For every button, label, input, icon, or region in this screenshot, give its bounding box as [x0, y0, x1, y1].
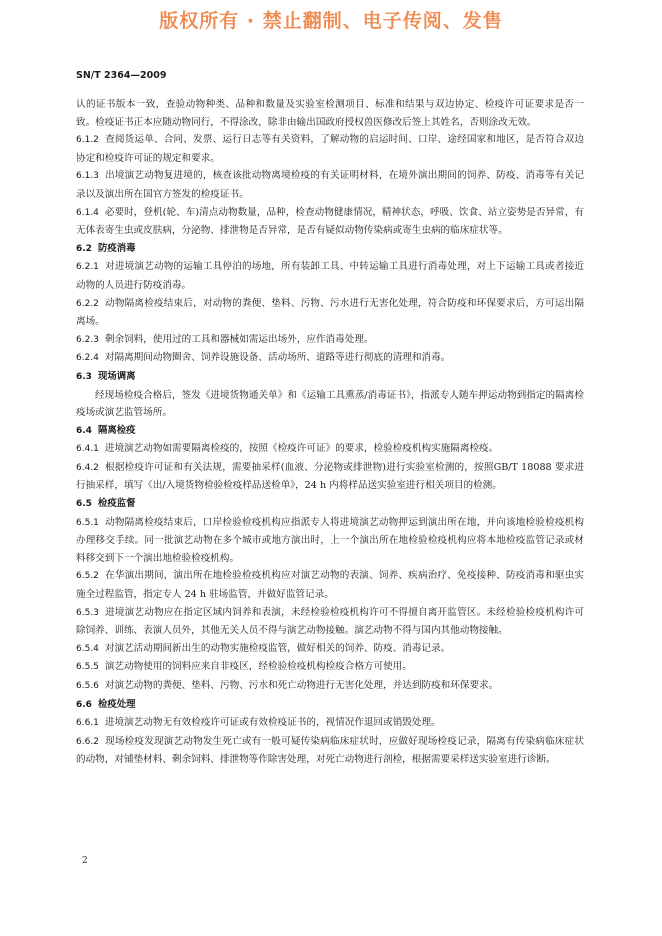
watermark: 版权所有 · 禁止翻制、电子传阅、发售 [159, 10, 503, 32]
clause-text: 演艺动物使用的饲料应来自非疫区，经检验检疫机构检疫合格方可使用。 [104, 661, 412, 673]
clause-number: 6.6 [76, 699, 92, 710]
clause-number: 6.5.4 [76, 643, 99, 654]
paragraph [76, 387, 584, 422]
clause-paragraph [76, 567, 584, 603]
clause-text: 进境演艺动物如需要隔离检疫的，按照《检疫许可证》的要求，检验检疫机构实施隔离检疫。 [104, 443, 499, 455]
paragraph-continuation [76, 96, 584, 131]
clause-text: 隔离检疫 [97, 424, 136, 436]
clause-paragraph [76, 459, 584, 495]
clause-number: 6.3 [76, 371, 92, 382]
section-heading [76, 422, 584, 441]
clause-number: 6.1.2 [76, 135, 99, 146]
clause-text: 动物隔离检疫结束后，对动物的粪便、垫料、污物、污水进行无害化处理，符合防疫和环保要求后，方可运出隔离场。 [76, 297, 584, 328]
clause-text: 认的证书版本一致，查验动物种类、品种和数量及实验室检测项目、标准和结果与双边协定、检疫许可证要求是否一致。检疫证书正本应随动物同行，不得涂改，除非由输出国政府授权兽医修改后签上其姓名，否则涂改无效。 [76, 99, 584, 128]
clause-number: 6.4 [76, 425, 92, 436]
clause-text: 查阅货运单、合同、发票、运行日志等有关资料，了解动物的启运时间、口岸、途经国家和地区，是否符合双边协定和检疫许可证的规定和要求。 [76, 134, 584, 164]
clause-paragraph [76, 349, 584, 368]
clause-text: 剩余饲料，使用过的工具和器械如需运出场外，应作消毒处理。 [104, 333, 374, 345]
clause-number: 6.5.6 [76, 681, 99, 691]
clause-paragraph [76, 733, 584, 769]
clause-paragraph [76, 295, 584, 331]
clause-number: 6.5 [76, 499, 92, 510]
clause-paragraph [76, 514, 584, 568]
page-number: 2 [82, 856, 88, 866]
clause-number: 6.5.1 [76, 517, 99, 528]
clause-text: 防疫消毒 [97, 242, 136, 254]
clause-text: 检疫处理 [97, 698, 136, 710]
clause-number: 6.4.1 [76, 444, 99, 455]
clause-number: 6.6.2 [76, 736, 99, 747]
document-body [76, 96, 584, 769]
clause-paragraph [76, 714, 584, 733]
clause-number: 6.5.2 [76, 571, 99, 582]
clause-number: 6.2.3 [76, 334, 99, 345]
clause-paragraph [76, 677, 584, 696]
clause-text: 进境演艺动物无有效检疫许可证或有效检疫证书的，视情况作退回或销毁处理。 [104, 717, 441, 729]
clause-number: 6.1.4 [76, 207, 99, 218]
clause-text: 动物隔离检疫结束后，口岸检验检疫机构应指派专人将进境演艺动物押运到演出所在地，并向该地检验检疫机构办理移交手续。同一批演艺动物在多个城市或地方演出时，上一个演出所在地检验检疫机构应将本地检疫监管记录或材料移交到下一个演出地检验检疫机构。 [76, 516, 584, 564]
clause-text: 必要时，登机(轮、车)清点动物数量，品种，检查动物健康情况，精神状态，呼吸、饮食、站立姿势是否异常，有无体表寄生虫或皮肤病，分泌物、排泄物是否异常，是否有疑似动物传染病或寄生虫病的临床症状等。 [76, 206, 584, 237]
clause-number: 6.5.3 [76, 607, 99, 618]
clause-paragraph [76, 131, 584, 167]
standard-number: SN/T 2364—2009 [76, 70, 167, 81]
clause-text: 检疫监督 [97, 498, 136, 510]
clause-text: 现场检疫发现演艺动物发生死亡或有一般可疑传染病临床症状时，应做好现场检疫记录，隔离有传染病临床症状的动物，对铺垫材料、剩余饲料、排泄物等作除害处理，对死亡动物进行剖检，根据需要采样送实验室进行诊断。 [76, 735, 584, 766]
clause-number: 6.5.5 [76, 662, 99, 673]
clause-text: 出境演艺动物复进境的，核查该批动物离境检疫的有关证明材料，在境外演出期间的饲养、防疫、消毒等有关记录以及演出所在国官方签发的检疫证书。 [76, 170, 584, 200]
section-heading [76, 368, 584, 387]
section-heading [76, 495, 584, 514]
clause-paragraph [76, 167, 584, 203]
clause-paragraph [76, 258, 584, 294]
clause-text: 根据检疫许可证和有关法规，需要抽采样(血液、分泌物或排泄物)进行实验室检测的，按照GB/T 18088 要求进行抽采样，填写《出/入境货物检验检疫样品送检单》，24 h 内将样品送实验室进行相关项目的检测。 [76, 461, 584, 492]
clause-text: 现场调离 [97, 370, 136, 382]
clause-paragraph [76, 640, 584, 659]
section-heading [76, 696, 584, 715]
clause-number: 6.2.1 [76, 262, 99, 273]
section-heading [76, 240, 584, 259]
clause-paragraph [76, 604, 584, 640]
clause-text: 经现场检疫合格后，签发《进境货物通关单》和《运输工具熏蒸/消毒证书》，指派专人随车押运动物到指定的隔离检疫场或演艺监管场所。 [76, 389, 584, 419]
clause-text: 在华演出期间，演出所在地检验检疫机构应对演艺动物的表演、饲养、疾病治疗、免疫接种、防疫消毒和驱虫实施全过程监管，指定专人 24 h 驻场监管，并做好监管记录。 [76, 570, 584, 601]
clause-text: 对演艺动物的粪便、垫料、污物、污水和死亡动物进行无害化处理，并达到防疫和环保要求。 [104, 680, 499, 691]
clause-number: 6.2.2 [76, 298, 99, 309]
clause-text: 对隔离期间动物圈舍、饲养设施设备、活动场所、道路等进行彻底的清理和消毒。 [104, 352, 451, 364]
clause-paragraph [76, 204, 584, 240]
clause-paragraph [76, 440, 584, 459]
clause-number: 6.2.4 [76, 353, 99, 364]
clause-number: 6.1.3 [76, 171, 99, 182]
clause-number: 6.6.1 [76, 718, 99, 729]
clause-paragraph [76, 658, 584, 677]
clause-text: 对演艺活动期间新出生的动物实施检疫监管，做好相关的饲养、防疫、消毒记录。 [104, 642, 451, 654]
clause-number: 6.4.2 [76, 462, 99, 473]
clause-number: 6.2 [76, 243, 92, 254]
clause-text: 对进境演艺动物的运输工具停泊的场地，所有装卸工具、中转运输工具进行消毒处理，对上下运输工具或者接近动物的人员进行防疫消毒。 [76, 261, 584, 291]
clause-paragraph [76, 331, 584, 350]
clause-text: 进境演艺动物应在指定区域内饲养和表演，未经检验检疫机构许可不得擅自离开监管区。未经检验检疫机构许可除饲养、训练、表演人员外，其他无关人员不得与演艺动物接触。演艺动物不得与国内其他动物接触。 [76, 606, 584, 637]
